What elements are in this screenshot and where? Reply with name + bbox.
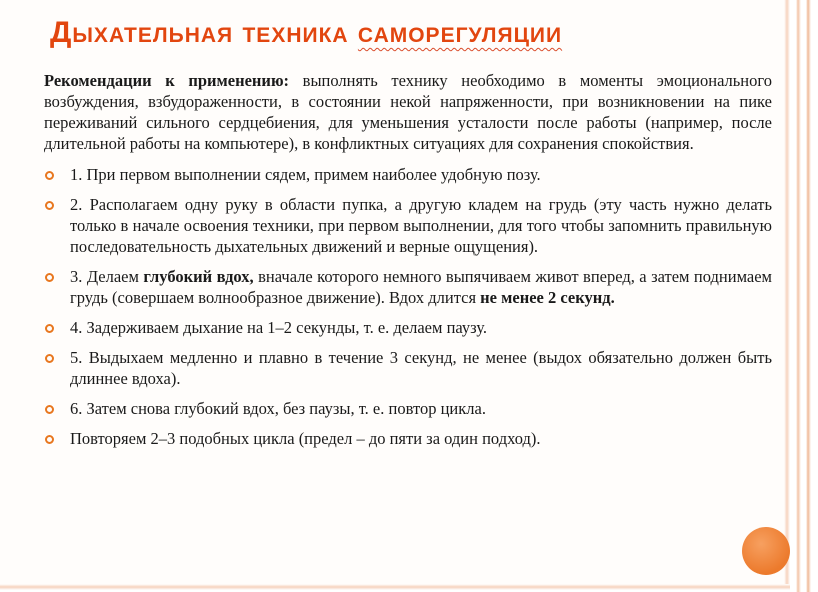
bullet-icon bbox=[45, 435, 54, 444]
intro-bold-label: Рекомендации к применению: bbox=[44, 71, 290, 90]
step-text-pre: 3. Делаем bbox=[70, 267, 144, 286]
bullet-icon bbox=[45, 324, 54, 333]
list-item bbox=[44, 398, 772, 419]
step-text-mid: вначале которого немного выпячиваем живот вперед, а затем поднимаем грудь (совершаем волнообразное движение). Вдох длится bbox=[70, 267, 772, 307]
bullet-icon bbox=[45, 201, 54, 210]
slide-content bbox=[44, 70, 772, 458]
decorative-circle bbox=[742, 527, 790, 575]
decorative-right-border bbox=[784, 0, 818, 592]
list-item bbox=[44, 194, 772, 257]
bullet-icon bbox=[45, 405, 54, 414]
step-text: 4. Задерживаем дыхание на 1–2 секунды, т. е. делаем паузу. bbox=[70, 318, 488, 337]
bullet-icon bbox=[45, 354, 54, 363]
step-text-bold-2: не менее 2 секунд. bbox=[480, 288, 615, 307]
title-part-2: саморегуляции bbox=[357, 16, 563, 49]
decorative-bottom-border bbox=[0, 584, 790, 592]
step-text: 5. Выдыхаем медленно и плавно в течение 3 секунд, не менее (выдох обязательно должен быть длиннее вдоха). bbox=[70, 348, 772, 388]
intro-text: выполнять технику необходимо в моменты эмоционального возбуждения, взбудораженности, в состоянии некой напряженности, при возникновении на пике переживаний сильного сердцебиения, для уменьшения усталости после работы (например, после длительной работы на компьютере), в конфликтных ситуациях для сохранения спокойствия. bbox=[44, 71, 772, 153]
bullet-icon bbox=[45, 273, 54, 282]
slide-title bbox=[50, 16, 780, 50]
step-text: 1. При первом выполнении сядем, примем наиболее удобную позу. bbox=[70, 165, 541, 184]
list-item bbox=[44, 347, 772, 389]
list-item bbox=[44, 428, 772, 449]
step-text: 2. Располагаем одну руку в области пупка, а другую кладем на грудь (эту часть нужно делать только в начале освоения техники, при первом выполнении, для того чтобы запомнить правильную последовательность дыхательных движений и верные ощущения). bbox=[70, 195, 772, 256]
step-text: Повторяем 2–3 подобных цикла (предел – до пяти за один подход). bbox=[70, 429, 541, 448]
steps-list bbox=[44, 164, 772, 449]
title-part-1: Дыхательная техника bbox=[50, 16, 349, 49]
step-text: 6. Затем снова глубокий вдох, без паузы, т. е. повтор цикла. bbox=[70, 399, 486, 418]
list-item bbox=[44, 266, 772, 308]
list-item bbox=[44, 317, 772, 338]
list-item bbox=[44, 164, 772, 185]
step-text-bold: глубокий вдох, bbox=[143, 267, 254, 286]
intro-paragraph bbox=[44, 70, 772, 154]
bullet-icon bbox=[45, 171, 54, 180]
